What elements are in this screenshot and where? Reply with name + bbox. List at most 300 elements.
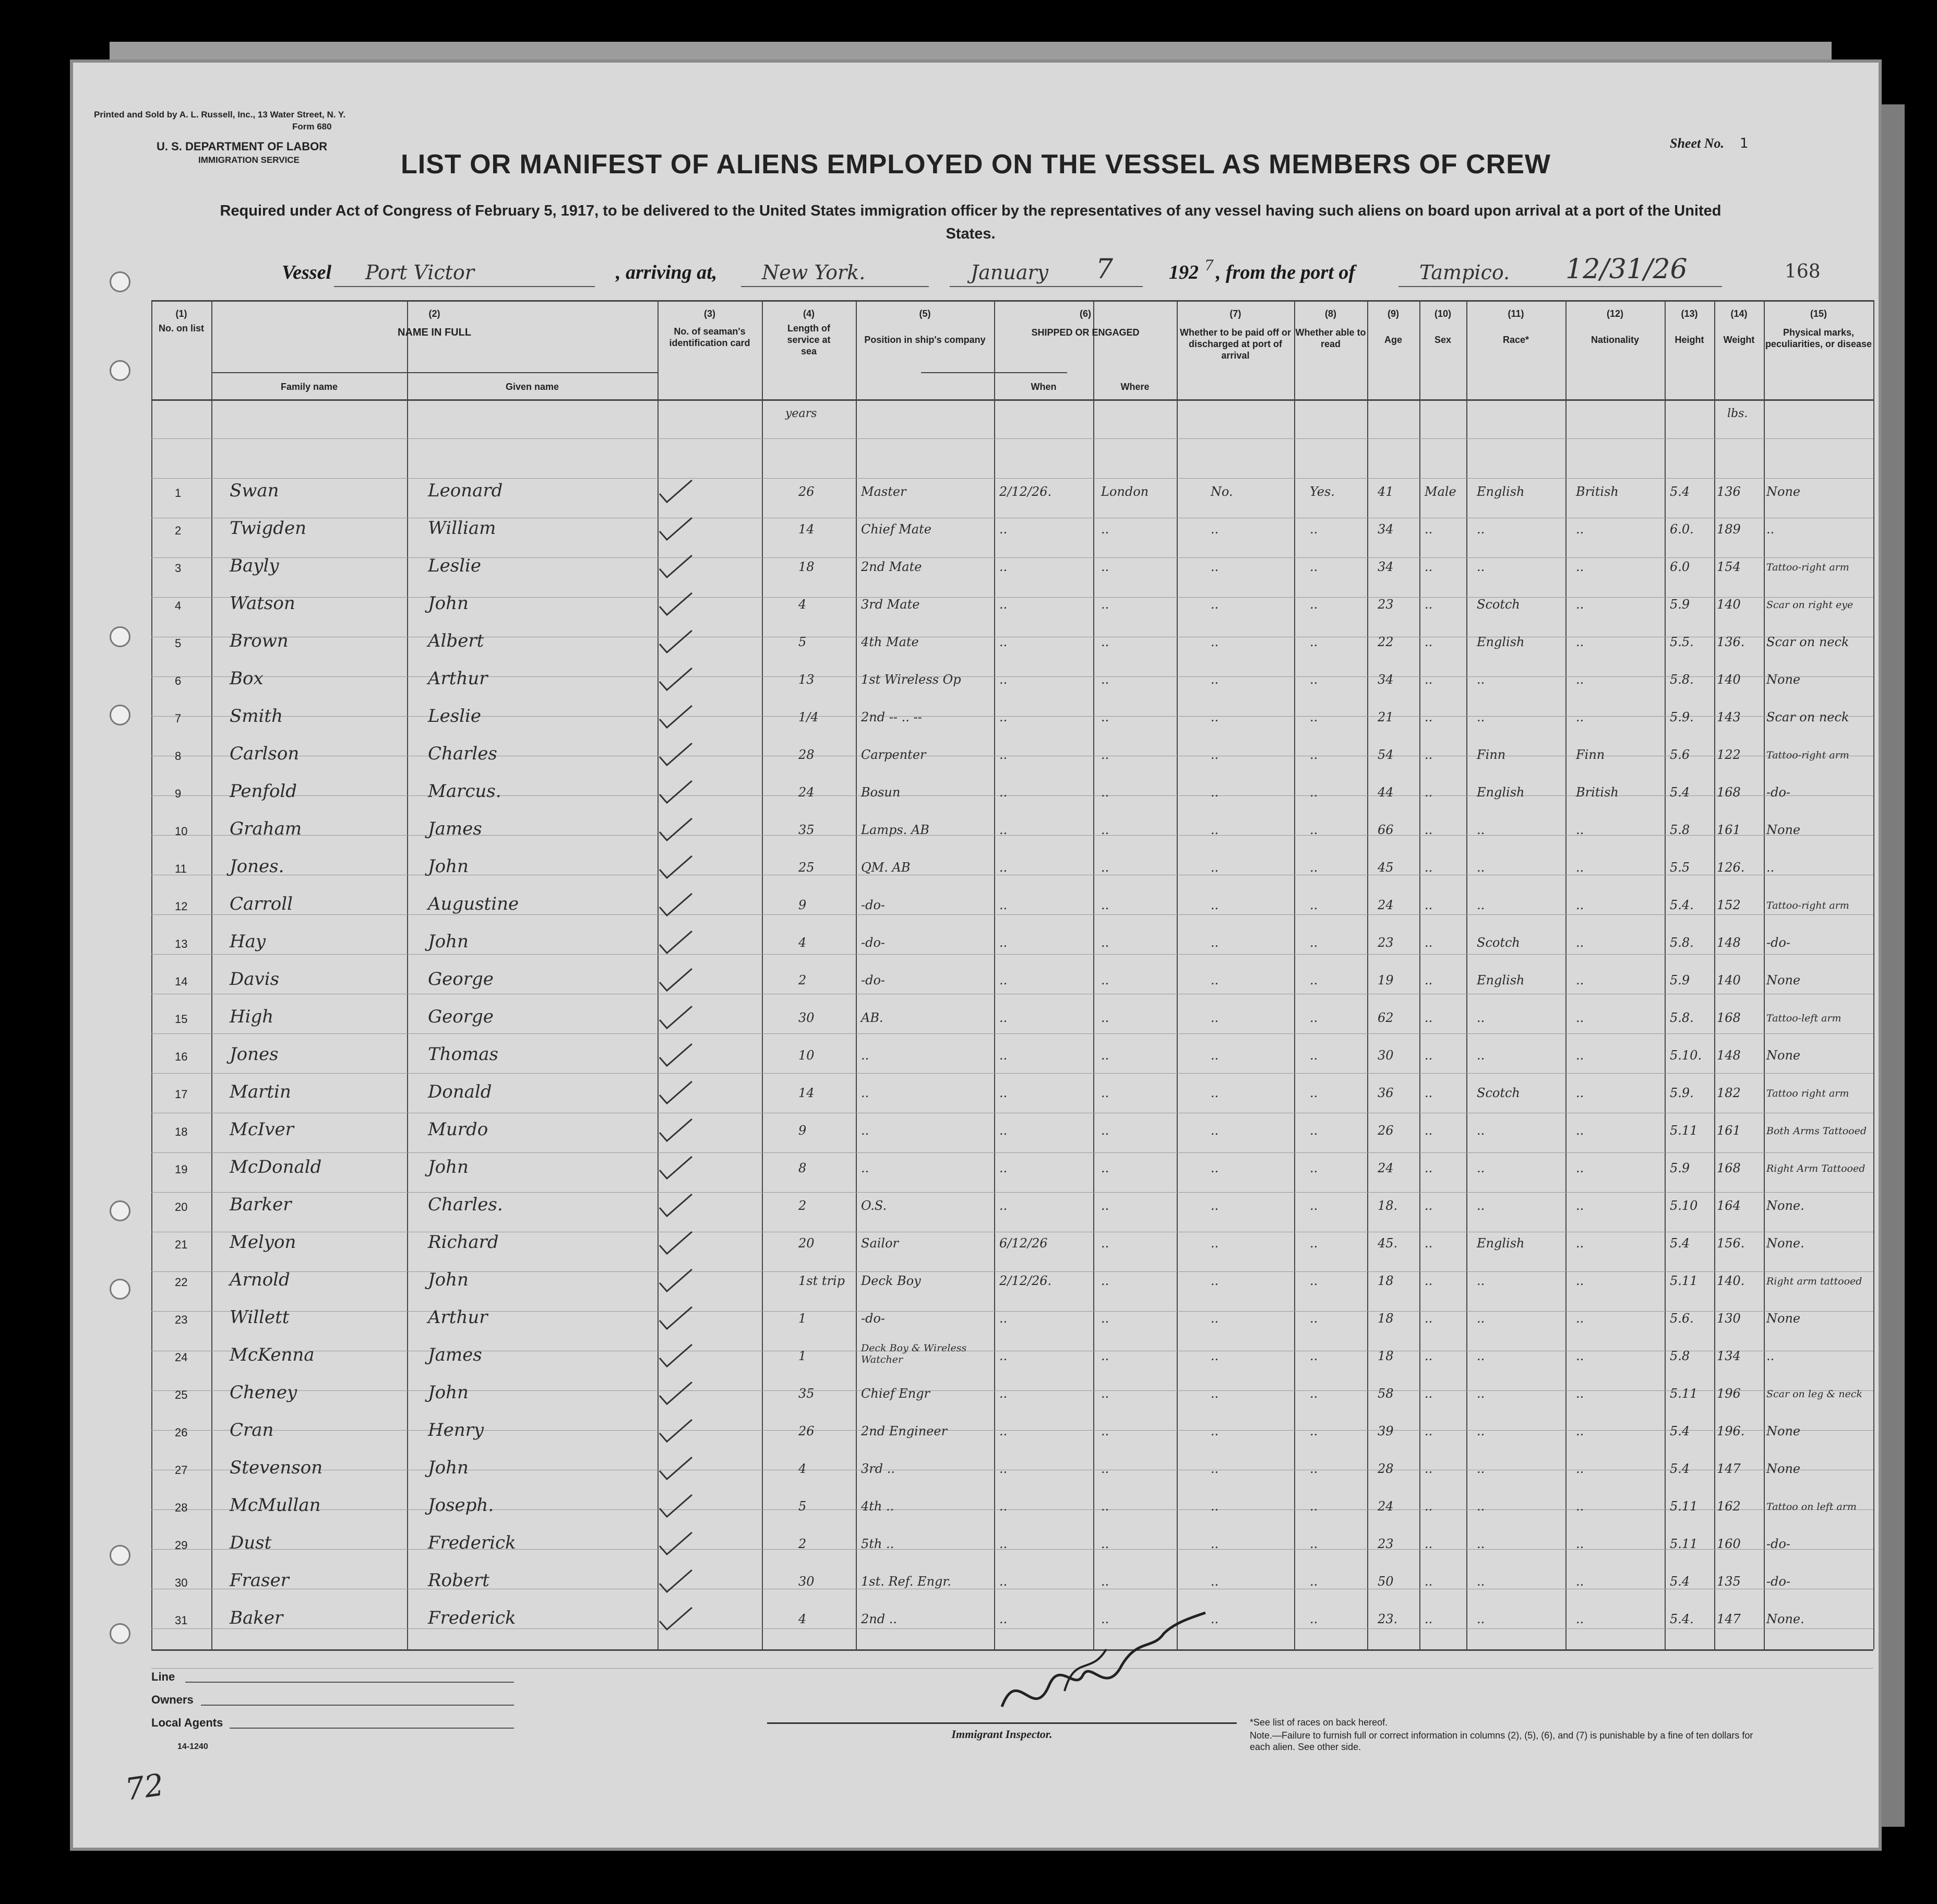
row-number: 14 [175,975,188,988]
port-underline [1398,286,1722,287]
service-length: 28 [798,747,815,762]
race: .. [1477,860,1485,875]
paid-off: .. [1211,1010,1219,1025]
name-subheader-rule [211,372,657,373]
age: 24 [1378,898,1394,912]
weight: 136. [1717,635,1745,649]
race: Scotch [1477,935,1520,950]
binder-hole [110,1279,130,1300]
able-to-read: .. [1310,1311,1318,1326]
shipped-when: .. [999,1123,1008,1138]
weight: 152 [1717,898,1741,912]
family-name: Carroll [230,894,293,914]
row-number: 25 [175,1388,188,1401]
binder-hole [110,705,130,725]
able-to-read: .. [1310,898,1318,912]
shipped-where: .. [1101,1198,1109,1213]
shipped-where: .. [1101,1461,1109,1476]
able-to-read: .. [1310,1612,1318,1626]
physical-marks: Scar on neck [1766,635,1849,649]
able-to-read: .. [1310,973,1318,987]
col-given-name-header: Given name [505,382,559,392]
age: 34 [1378,672,1394,687]
position: 4th Mate [861,635,919,649]
row-number: 13 [175,937,188,950]
service-length: 2 [798,1537,807,1551]
nationality: .. [1576,1386,1584,1401]
service-length: 9 [798,898,807,912]
physical-marks: .. [1766,522,1775,537]
col-sex-label: Sex [1434,335,1452,345]
col-height-number: (13) [1681,308,1698,319]
able-to-read: .. [1310,823,1318,837]
sex: .. [1425,898,1433,912]
shipped-when: .. [999,672,1008,687]
check-mark-icon [657,1230,694,1256]
shipped-where: .. [1101,1424,1109,1438]
race: Scotch [1477,1086,1520,1100]
col-shipped-number: (6) [1080,308,1091,319]
family-name: Swan [230,480,279,501]
nationality: British [1576,484,1619,499]
race: .. [1477,1499,1485,1514]
nationality: .. [1576,1349,1584,1363]
col-paidoff-label: Whether to be paid off or discharged at port of arrival [1180,327,1291,361]
manifest-sheet [73,63,1879,1848]
row-number: 11 [175,862,187,875]
age: 41 [1378,484,1394,499]
nationality: .. [1576,1123,1584,1138]
weight: 134 [1717,1349,1741,1363]
position: .. [861,1086,869,1100]
service-length: 1 [798,1349,807,1363]
check-mark-icon [657,1455,694,1481]
given-name: Leslie [428,706,482,727]
table-row [73,588,1879,627]
family-name: McDonald [230,1157,322,1177]
col-service-number: (4) [803,308,815,319]
weight: 148 [1717,1048,1741,1063]
family-name: Arnold [230,1269,290,1290]
nationality: .. [1576,1424,1584,1438]
row-number: 6 [175,674,182,687]
given-name: Marcus. [428,781,501,802]
sex: .. [1425,1161,1433,1175]
able-to-read: .. [1310,1499,1318,1514]
sex: .. [1425,560,1433,574]
sex: .. [1425,522,1433,537]
table-row [73,1151,1879,1191]
arriving-underline [741,286,929,287]
able-to-read: .. [1310,1010,1318,1025]
table-row [73,513,1879,552]
arrival-day: 7 [1096,254,1114,285]
weight: 136 [1717,484,1741,499]
inspector-label: Immigrant Inspector. [951,1728,1053,1741]
able-to-read: .. [1310,1123,1318,1138]
position: Deck Boy [861,1274,921,1288]
col-weight-label: Weight [1723,335,1755,345]
shipped-when: .. [999,860,1008,875]
table-row [73,1001,1879,1041]
paid-off: .. [1211,935,1219,950]
table-row [73,625,1879,665]
service-length: 26 [798,484,815,499]
service-length: 4 [798,935,807,950]
row-number: 16 [175,1050,188,1063]
row-number: 31 [175,1614,188,1627]
col-idcard-header [657,308,762,349]
age: 18 [1378,1274,1394,1288]
shipped-where: .. [1101,1612,1109,1626]
family-name: McMullan [230,1495,321,1516]
race: .. [1477,1048,1485,1063]
physical-marks: .. [1766,860,1775,875]
check-mark-icon [657,854,694,880]
row-number: 24 [175,1351,188,1364]
sex: .. [1425,1574,1433,1589]
shipped-when: 2/12/26. [999,484,1052,499]
nationality: .. [1576,1236,1584,1251]
col-age-number: (9) [1388,308,1399,319]
race: .. [1477,1123,1485,1138]
paid-off: .. [1211,898,1219,912]
table-row [73,1452,1879,1492]
physical-marks: Tattoo-left arm [1766,1013,1842,1024]
table-row [73,963,1879,1003]
given-name: Leslie [428,555,482,576]
height: 5.6 [1670,747,1690,762]
row-number: 20 [175,1200,188,1213]
table-row [73,1189,1879,1229]
col-read-number: (8) [1325,308,1336,319]
sex: .. [1425,597,1433,612]
age: 22 [1378,635,1394,649]
check-mark-icon [657,591,694,617]
weight: 189 [1717,522,1741,537]
family-name: Fraser [230,1570,289,1591]
shipped-where: .. [1101,1574,1109,1589]
weight: 168 [1717,1161,1741,1175]
table-row [73,1414,1879,1454]
shipped-where: .. [1101,710,1109,724]
paid-off: .. [1211,860,1219,875]
paid-off: .. [1211,1612,1219,1626]
weight: 162 [1717,1499,1741,1514]
race: .. [1477,1198,1485,1213]
position: 2nd Engineer [861,1424,948,1438]
shipped-where: .. [1101,1311,1109,1326]
shipped-where: .. [1101,747,1109,762]
age: 28 [1378,1461,1394,1476]
table-row [73,926,1879,966]
margin-number: 72 [123,1767,166,1807]
race: .. [1477,1612,1485,1626]
given-name: William [428,518,496,539]
paid-off: .. [1211,747,1219,762]
physical-marks: None [1766,484,1801,499]
able-to-read: .. [1310,635,1318,649]
check-mark-icon [657,1305,694,1331]
row-number: 19 [175,1163,188,1176]
check-mark-icon [657,516,694,542]
col-position-header [856,308,994,346]
given-name: Charles [428,743,497,764]
col-name-label: NAME IN FULL [397,327,472,338]
position: 3rd .. [861,1461,895,1476]
service-length: 13 [798,672,815,687]
able-to-read: .. [1310,1236,1318,1251]
col-nationality-label: Nationality [1591,335,1639,345]
table-row [73,1602,1879,1642]
shipped-where: .. [1101,860,1109,875]
age: 23 [1378,597,1394,612]
family-name: Barker [230,1194,292,1215]
service-length: 9 [798,1123,807,1138]
position: 2nd Mate [861,560,922,574]
col-no-number: (1) [175,308,187,319]
able-to-read: .. [1310,710,1318,724]
given-name: Frederick [428,1608,516,1628]
sheet-value: 1 [1740,136,1749,151]
vessel-underline [334,286,595,287]
service-length: 1 [798,1311,807,1326]
position: 3rd Mate [861,597,920,612]
shipped-when: .. [999,522,1008,537]
shipped-where: .. [1101,1386,1109,1401]
physical-marks: Scar on neck [1766,710,1849,724]
nationality: .. [1576,860,1584,875]
service-length: 2 [798,1198,807,1213]
shipped-when: .. [999,1161,1008,1175]
form-number: Form 680 [292,122,332,132]
table-row [73,813,1879,853]
height: 5.10. [1670,1048,1702,1063]
check-mark-icon [657,929,694,955]
able-to-read: .. [1310,1386,1318,1401]
weight: 196. [1717,1424,1745,1438]
binder-hole [110,626,130,647]
position: 4th .. [861,1499,894,1514]
age: 66 [1378,823,1394,837]
height: 5.8 [1670,1349,1690,1363]
physical-marks: None. [1766,1612,1804,1626]
race: English [1477,484,1525,499]
height: 5.4 [1670,484,1690,499]
physical-marks: -do- [1766,785,1791,800]
race: .. [1477,1010,1485,1025]
able-to-read: .. [1310,1349,1318,1363]
arriving-label: , arriving at, [616,261,718,283]
age: 19 [1378,973,1394,987]
given-name: Murdo [428,1119,488,1140]
service-length: 14 [798,522,815,537]
shipped-when: .. [999,1010,1008,1025]
age: 45 [1378,860,1394,875]
printer-credit [94,109,511,133]
check-mark-icon [657,628,694,654]
position: .. [861,1123,869,1138]
physical-marks: None [1766,1424,1801,1438]
age: 44 [1378,785,1394,800]
table-row [73,851,1879,890]
position: .. [861,1048,869,1063]
service-length: 2 [798,973,807,987]
owners-field [201,1705,514,1706]
race: .. [1477,1386,1485,1401]
shipped-when: .. [999,973,1008,987]
age: 58 [1378,1386,1394,1401]
col-position-number: (5) [919,308,931,319]
nationality: .. [1576,823,1584,837]
able-to-read: .. [1310,560,1318,574]
race: .. [1477,1461,1485,1476]
shipped-where: .. [1101,1048,1109,1063]
col-height-label: Height [1675,335,1704,345]
row-number: 1 [175,486,182,499]
inspector-signature [986,1602,1247,1738]
shipped-where: .. [1101,1499,1109,1514]
page-number: 168 [1785,261,1821,282]
given-name: Donald [428,1081,492,1102]
arrival-port: New York. [762,261,866,284]
race: English [1477,785,1525,800]
position: Lamps. AB [861,823,929,837]
height: 6.0. [1670,522,1694,537]
year-suffix: 7 [1204,257,1214,274]
family-name: Graham [230,818,302,839]
departure-date: 12/31/26 [1565,254,1688,285]
sex: .. [1425,1612,1433,1626]
paid-off: .. [1211,1198,1219,1213]
position: -do- [861,935,886,950]
position: Deck Boy & Wireless Watcher [861,1342,967,1365]
weight: 140 [1717,597,1741,612]
weight: 122 [1717,747,1741,762]
position: AB. [861,1010,883,1025]
nationality: .. [1576,898,1584,912]
position: Chief Mate [861,522,931,537]
shipped-where: .. [1101,973,1109,987]
age: 45. [1378,1236,1398,1251]
physical-marks: -do- [1766,1574,1791,1589]
col-position-label: Position in ship's company [864,335,986,345]
weight: 140 [1717,973,1741,987]
table-row [73,1264,1879,1304]
given-name: John [428,593,469,614]
age: 18 [1378,1349,1394,1363]
col-weight-number: (14) [1730,308,1748,319]
height: 5.9 [1670,1161,1690,1175]
service-length: 5 [798,1499,807,1514]
paid-off: .. [1211,1086,1219,1100]
col-family-name-header: Family name [280,382,338,392]
shipped-when: .. [999,1499,1008,1514]
row-number: 15 [175,1013,188,1026]
shipped-when: .. [999,1311,1008,1326]
vessel-name: Port Victor [365,261,474,284]
check-mark-icon [657,704,694,730]
paid-off: .. [1211,1236,1219,1251]
nationality: .. [1576,1198,1584,1213]
shipped-where: .. [1101,597,1109,612]
age: 24 [1378,1499,1394,1514]
physical-marks: None. [1766,1236,1804,1251]
nationality: .. [1576,1161,1584,1175]
sex: .. [1425,672,1433,687]
physical-marks: None [1766,672,1801,687]
sex: .. [1425,1086,1433,1100]
family-name: McKenna [230,1344,315,1365]
race: .. [1477,1274,1485,1288]
physical-marks: .. [1766,1349,1775,1363]
col-nationality-number: (12) [1606,308,1623,319]
weight: 148 [1717,935,1741,950]
row-number: 3 [175,562,182,575]
sex: .. [1425,1424,1433,1438]
service-length: 25 [798,860,815,875]
race: .. [1477,1349,1485,1363]
col-sex-header [1419,308,1466,346]
able-to-read: .. [1310,1274,1318,1288]
service-length: 30 [798,1010,815,1025]
shipped-where: .. [1101,1236,1109,1251]
shipped-when: .. [999,635,1008,649]
service-length: 4 [798,1612,807,1626]
row-number: 17 [175,1088,188,1101]
sex: .. [1425,1349,1433,1363]
weight: 161 [1717,823,1741,837]
row-number: 29 [175,1539,188,1552]
paid-off: .. [1211,1048,1219,1063]
service-length: 30 [798,1574,815,1589]
able-to-read: .. [1310,747,1318,762]
given-name: George [428,1006,494,1027]
shipped-when: .. [999,597,1008,612]
check-mark-icon [657,1342,694,1368]
physical-marks: Scar on right eye [1766,599,1854,611]
nationality: .. [1576,1274,1584,1288]
shipped-where: .. [1101,1086,1109,1100]
race: .. [1477,672,1485,687]
from-port-label: , from the port of [1216,261,1356,283]
sex: .. [1425,1198,1433,1213]
physical-marks: None. [1766,1198,1804,1213]
age: 26 [1378,1123,1394,1138]
shipped-where: .. [1101,672,1109,687]
col-nationality-header [1565,308,1665,346]
age: 21 [1378,710,1394,724]
shipped-when: .. [999,1048,1008,1063]
year-prefix: 192 [1169,261,1199,283]
age: 18 [1378,1311,1394,1326]
vessel-label: Vessel [282,261,331,283]
page-subtitle: Required under Act of Congress of February 5, 1917, to be delivered to the United States immigration officer by the representatives of any vessel having such aliens on board upon arrival at a port of the United States. [220,203,1721,242]
header-bottom-rule [151,399,1873,401]
row-number: 8 [175,749,182,763]
height: 5.8. [1670,1010,1694,1025]
race: .. [1477,522,1485,537]
service-length: 8 [798,1161,807,1175]
nationality: .. [1576,560,1584,574]
paid-off: .. [1211,1461,1219,1476]
table-row [73,1527,1879,1567]
position: QM. AB [861,860,911,875]
sex: .. [1425,1010,1433,1025]
height: 5.4 [1670,785,1690,800]
check-mark-icon [657,1530,694,1556]
col-read-header [1294,308,1367,350]
